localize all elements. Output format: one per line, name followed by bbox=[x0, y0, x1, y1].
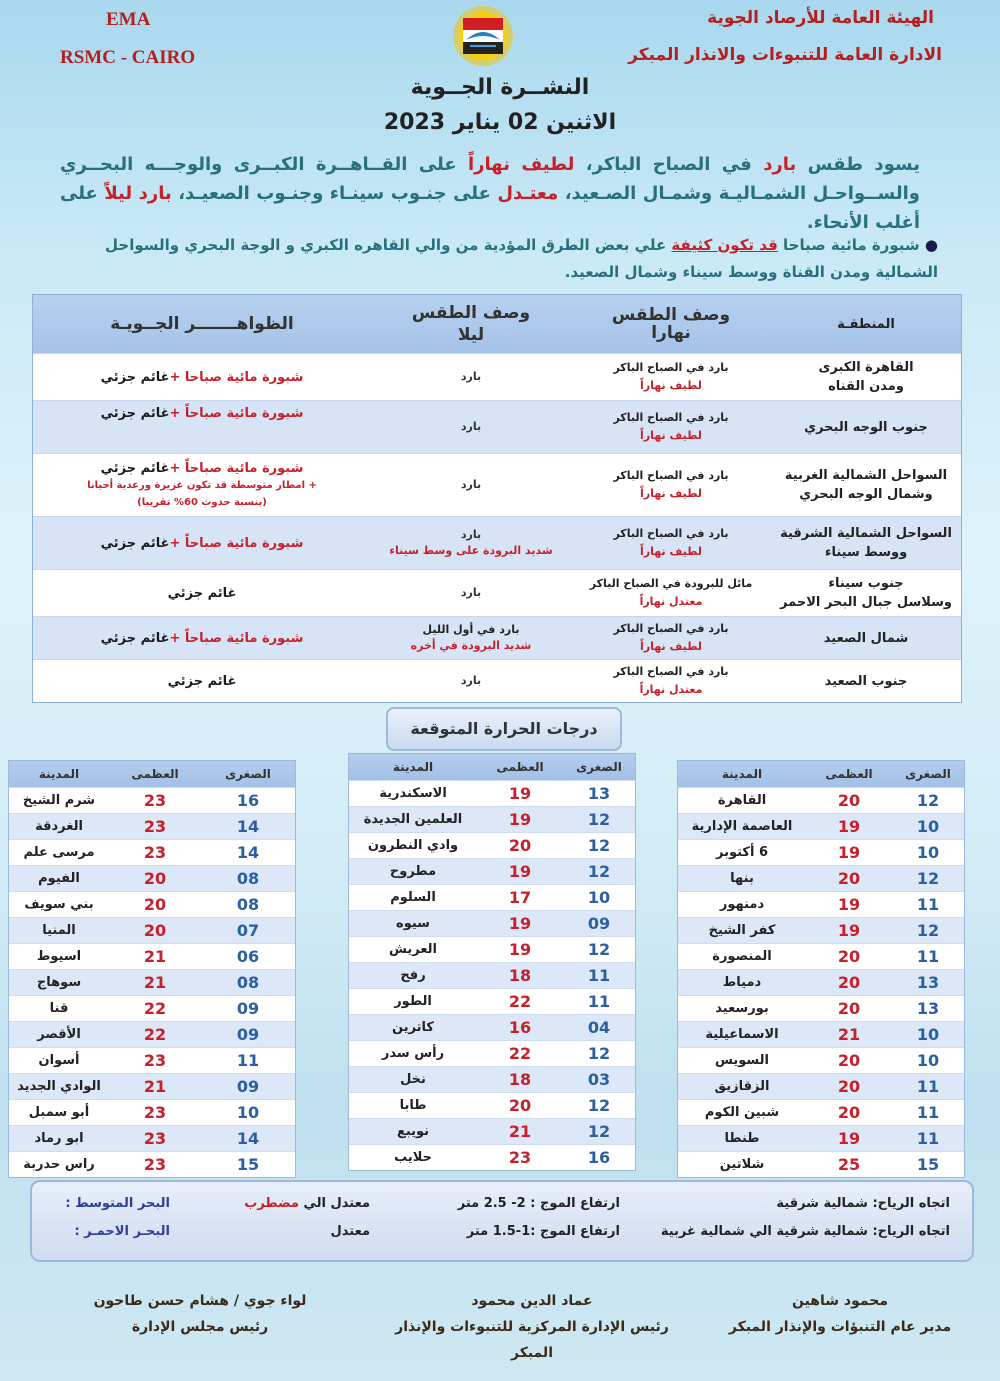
temp-max-cell: 22 bbox=[508, 992, 532, 1011]
temp-city-cell: الطور bbox=[394, 994, 432, 1009]
temperature-table-middle bbox=[348, 753, 636, 1171]
table-row bbox=[349, 988, 635, 1014]
table-row bbox=[349, 910, 635, 936]
temp-max-cell: 21 bbox=[143, 947, 167, 966]
table-row bbox=[349, 1014, 635, 1040]
table-row bbox=[349, 962, 635, 988]
temp-max-cell: 20 bbox=[508, 1096, 532, 1115]
table-row bbox=[349, 1144, 635, 1170]
header-dept: الادارة العامة للتنبوءات والانذار المبكر bbox=[628, 45, 942, 65]
temp-max-cell: 23 bbox=[143, 817, 167, 836]
temp-max-cell: 19 bbox=[508, 810, 532, 829]
table-row bbox=[9, 969, 295, 995]
temp-min-cell: 12 bbox=[587, 1044, 611, 1063]
temp-min-cell: 15 bbox=[916, 1155, 940, 1174]
temp-min-cell: 09 bbox=[587, 914, 611, 933]
temp-min-cell: 11 bbox=[916, 895, 940, 914]
temp-min-cell: 15 bbox=[236, 1155, 260, 1174]
temp-min-cell: 12 bbox=[587, 810, 611, 829]
temp-min-cell: 11 bbox=[236, 1051, 260, 1070]
temp-city-cell: قنا bbox=[49, 1001, 69, 1016]
temp-max-cell: 22 bbox=[508, 1044, 532, 1063]
temp-city-cell: المنصورة bbox=[712, 949, 772, 964]
table-row bbox=[349, 1118, 635, 1144]
temp-min-cell: 07 bbox=[236, 921, 260, 940]
temp-max-cell: 20 bbox=[143, 869, 167, 888]
temp-min-cell: 11 bbox=[587, 966, 611, 985]
table-row bbox=[349, 1066, 635, 1092]
header-ema: EMA bbox=[106, 9, 151, 30]
table-row bbox=[678, 995, 964, 1021]
temp-min-cell: 11 bbox=[587, 992, 611, 1011]
table-row bbox=[678, 891, 964, 917]
temp-max-cell: 20 bbox=[508, 836, 532, 855]
temp-city-cell: شلاتين bbox=[719, 1157, 765, 1172]
temp-min-cell: 10 bbox=[916, 843, 940, 862]
temp-min-cell: 09 bbox=[236, 1025, 260, 1044]
table-row bbox=[349, 858, 635, 884]
signature-forecast-director: محمود شاهين مدير عام التنبؤات والإنذار المبكر bbox=[728, 1293, 952, 1335]
temp-min-cell: 12 bbox=[587, 1122, 611, 1141]
table-row bbox=[349, 1092, 635, 1118]
temperature-title: درجات الحرارة المتوقعة bbox=[386, 707, 622, 751]
temp-max-cell: 23 bbox=[143, 843, 167, 862]
table-row: جنوب الوجه البحري بارد في الصباح الباكر لطيف نهاراً بارد شبورة مائية صباحاً +غائم جزئي bbox=[33, 401, 961, 454]
temp-min-cell: 11 bbox=[916, 1103, 940, 1122]
temp-city-cell: بورسعيد bbox=[715, 1001, 769, 1016]
table-row bbox=[678, 969, 964, 995]
temp-city-cell: دمنهور bbox=[719, 897, 765, 912]
temp-max-cell: 21 bbox=[143, 1077, 167, 1096]
temp-max-cell: 19 bbox=[837, 921, 861, 940]
temp-min-cell: 12 bbox=[916, 869, 940, 888]
temp-city-cell: أسوان bbox=[38, 1053, 80, 1068]
temp-city-cell: القاهرة bbox=[717, 793, 767, 808]
table-row bbox=[9, 865, 295, 891]
header-phenomena: الظواهـــــــر الجــويـة bbox=[110, 313, 294, 334]
temperature-table-header bbox=[678, 761, 964, 787]
table-row bbox=[349, 806, 635, 832]
temp-max-cell: 21 bbox=[837, 1025, 861, 1044]
temp-max-cell: 20 bbox=[143, 895, 167, 914]
table-row bbox=[349, 936, 635, 962]
temp-max-cell: 23 bbox=[508, 1148, 532, 1167]
column-header: المدينة bbox=[38, 767, 80, 781]
temp-min-cell: 16 bbox=[236, 791, 260, 810]
temp-city-cell: ابو رماد bbox=[34, 1131, 84, 1146]
table-row: جنوب الصعيد بارد في الصباح الباكر معتدل نهاراً بارد غائم جزئي bbox=[33, 660, 961, 702]
table-row bbox=[9, 1021, 295, 1047]
temp-min-cell: 10 bbox=[916, 1051, 940, 1070]
sea-state-box bbox=[30, 1180, 974, 1262]
temp-city-cell: سيوه bbox=[396, 916, 430, 931]
weather-table-header bbox=[33, 295, 961, 354]
sea-row-red-sea: البحـر الاحمـر : معتدل ارتفاع الموج :1-1.5 متر اتجاه الرياح: شمالية شرقية الي شمالية غربية bbox=[74, 1224, 950, 1239]
temp-city-cell: بني سويف bbox=[24, 897, 94, 912]
temp-city-cell: مرسى علم bbox=[23, 845, 95, 860]
temp-city-cell: الفيوم bbox=[38, 871, 80, 886]
temp-city-cell: الاسماعيلية bbox=[705, 1027, 779, 1042]
temp-city-cell: مطروح bbox=[389, 864, 437, 879]
table-row: السواحل الشمالية الغربية وشمال الوجه البحري بارد في الصباح الباكر لطيف نهاراً بارد شبورة مائية صباحاً +غائم جزئي + امطار متوسطة قد تكون غزيرة ورعدية أحيانا (بنسبة حدوث 60% تقريبا) bbox=[33, 454, 961, 517]
temp-min-cell: 12 bbox=[587, 862, 611, 881]
temp-max-cell: 19 bbox=[508, 914, 532, 933]
table-row bbox=[9, 787, 295, 813]
temp-city-cell: الغردقة bbox=[35, 819, 83, 834]
temp-city-cell: السلوم bbox=[390, 890, 436, 905]
temp-max-cell: 20 bbox=[837, 1077, 861, 1096]
temp-city-cell: رفح bbox=[400, 968, 426, 983]
signature-central-director: عماد الدين محمود رئيس الإدارة المركزية للتنبوءات والإنذار المبكر bbox=[395, 1293, 669, 1361]
temp-min-cell: 03 bbox=[587, 1070, 611, 1089]
temp-city-cell: كاترين bbox=[392, 1020, 434, 1035]
table-row bbox=[9, 1099, 295, 1125]
temp-city-cell: الزقازيق bbox=[714, 1079, 770, 1094]
table-row bbox=[678, 839, 964, 865]
table-row bbox=[678, 865, 964, 891]
temp-min-cell: 08 bbox=[236, 973, 260, 992]
temperature-table-right bbox=[677, 760, 965, 1178]
table-row bbox=[678, 1099, 964, 1125]
bulletin-title: النشــرة الجــوية bbox=[410, 75, 590, 100]
temp-min-cell: 14 bbox=[236, 817, 260, 836]
temp-max-cell: 17 bbox=[508, 888, 532, 907]
table-row bbox=[9, 917, 295, 943]
table-row bbox=[678, 813, 964, 839]
ema-logo-icon bbox=[446, 2, 520, 70]
temp-city-cell: السويس bbox=[715, 1053, 769, 1068]
temp-city-cell: العاصمة الإدارية bbox=[691, 819, 793, 834]
temp-city-cell: الأقصر bbox=[37, 1027, 81, 1042]
temp-max-cell: 23 bbox=[143, 1103, 167, 1122]
table-row bbox=[678, 787, 964, 813]
column-header: الصغرى bbox=[576, 760, 622, 774]
temp-min-cell: 04 bbox=[587, 1018, 611, 1037]
temp-max-cell: 25 bbox=[837, 1155, 861, 1174]
temp-min-cell: 12 bbox=[916, 921, 940, 940]
temp-max-cell: 19 bbox=[508, 862, 532, 881]
temp-min-cell: 08 bbox=[236, 895, 260, 914]
column-header: العظمى bbox=[496, 760, 544, 774]
temp-city-cell: اسيوط bbox=[36, 949, 82, 964]
temp-city-cell: نخل bbox=[400, 1072, 426, 1087]
temp-max-cell: 20 bbox=[837, 791, 861, 810]
temp-city-cell: طنطا bbox=[724, 1131, 760, 1146]
temp-city-cell: الاسكندرية bbox=[379, 786, 447, 801]
table-row bbox=[678, 1073, 964, 1099]
temp-city-cell: دمياط bbox=[722, 975, 762, 990]
temp-min-cell: 13 bbox=[916, 999, 940, 1018]
temp-max-cell: 19 bbox=[508, 940, 532, 959]
sea-row-mediterranean: البحر المتوسط : معتدل الي مضطرب ارتفاع الموج : 2- 2.5 متر اتجاه الرياح: شمالية شرقية bbox=[65, 1196, 950, 1211]
temp-city-cell: نويبع bbox=[396, 1124, 430, 1139]
table-row bbox=[9, 943, 295, 969]
temp-city-cell: العريش bbox=[388, 942, 438, 957]
table-row bbox=[678, 943, 964, 969]
temperature-table-header bbox=[349, 754, 635, 780]
temp-max-cell: 20 bbox=[143, 921, 167, 940]
temp-city-cell: طابا bbox=[399, 1098, 427, 1113]
temp-max-cell: 22 bbox=[143, 1025, 167, 1044]
temp-min-cell: 09 bbox=[236, 999, 260, 1018]
temp-city-cell: المنيا bbox=[42, 923, 76, 938]
bulletin-date: الاثنين 02 يناير 2023 bbox=[383, 110, 617, 135]
temp-min-cell: 11 bbox=[916, 1129, 940, 1148]
header-region: المنطقـة bbox=[837, 316, 895, 332]
table-row bbox=[9, 1047, 295, 1073]
temp-city-cell: بنها bbox=[730, 871, 754, 886]
temp-city-cell: شرم الشيخ bbox=[22, 793, 96, 808]
temp-city-cell: 6 أكتوبر bbox=[716, 845, 769, 860]
temp-min-cell: 10 bbox=[236, 1103, 260, 1122]
temp-max-cell: 18 bbox=[508, 966, 532, 985]
temp-min-cell: 10 bbox=[916, 1025, 940, 1044]
table-row bbox=[678, 917, 964, 943]
signature-chairman: لواء جوي / هشام حسن طاحون رئيس مجلس الإدارة bbox=[93, 1293, 307, 1335]
temp-max-cell: 19 bbox=[508, 784, 532, 803]
temp-max-cell: 19 bbox=[837, 817, 861, 836]
column-header: المدينة bbox=[392, 760, 434, 774]
table-row bbox=[678, 1125, 964, 1151]
temp-min-cell: 11 bbox=[916, 1077, 940, 1096]
table-row bbox=[9, 839, 295, 865]
temp-max-cell: 22 bbox=[143, 999, 167, 1018]
table-row bbox=[678, 1021, 964, 1047]
temp-max-cell: 18 bbox=[508, 1070, 532, 1089]
temp-max-cell: 20 bbox=[837, 869, 861, 888]
table-row bbox=[678, 1151, 964, 1177]
table-row bbox=[9, 1151, 295, 1177]
weather-table bbox=[32, 294, 962, 703]
temp-max-cell: 23 bbox=[143, 1155, 167, 1174]
temp-min-cell: 09 bbox=[236, 1077, 260, 1096]
table-row bbox=[9, 891, 295, 917]
temp-city-cell: أبو سمبل bbox=[28, 1105, 90, 1120]
table-row: القاهرة الكبرى ومدن القناه بارد في الصباح الباكر لطيف نهاراً بارد شبورة مائية صباحا +غائم جزئي bbox=[33, 354, 961, 401]
temp-max-cell: 23 bbox=[143, 1051, 167, 1070]
table-row: شمال الصعيد بارد في الصباح الباكر لطيف نهاراً بارد في أول الليل شديد البرودة في أخره شبورة مائية صباحاً +غائم جزئي bbox=[33, 617, 961, 660]
column-header: المدينة bbox=[721, 767, 763, 781]
temp-max-cell: 21 bbox=[508, 1122, 532, 1141]
temp-max-cell: 23 bbox=[143, 791, 167, 810]
temp-max-cell: 20 bbox=[837, 1051, 861, 1070]
temp-city-cell: كفر الشيخ bbox=[708, 923, 776, 938]
temp-min-cell: 06 bbox=[236, 947, 260, 966]
temp-city-cell: الوادي الجديد bbox=[17, 1079, 101, 1094]
temp-min-cell: 10 bbox=[916, 817, 940, 836]
temp-city-cell: راس حدربة bbox=[23, 1157, 95, 1172]
column-header: العظمى bbox=[131, 767, 179, 781]
temperature-table-header bbox=[9, 761, 295, 787]
header-day: وصف الطقس نهارا bbox=[611, 305, 731, 343]
temp-min-cell: 14 bbox=[236, 1129, 260, 1148]
temp-min-cell: 10 bbox=[587, 888, 611, 907]
temp-min-cell: 11 bbox=[916, 947, 940, 966]
temp-max-cell: 19 bbox=[837, 1129, 861, 1148]
header-rsmc: RSMC - CAIRO bbox=[60, 47, 196, 68]
temp-min-cell: 14 bbox=[236, 843, 260, 862]
column-header: الصغرى bbox=[225, 767, 271, 781]
temp-min-cell: 08 bbox=[236, 869, 260, 888]
table-row bbox=[678, 1047, 964, 1073]
column-header: العظمى bbox=[825, 767, 873, 781]
table-row bbox=[349, 1040, 635, 1066]
temp-min-cell: 16 bbox=[587, 1148, 611, 1167]
temp-city-cell: وادي النطرون bbox=[367, 838, 459, 853]
table-row bbox=[9, 813, 295, 839]
temp-max-cell: 16 bbox=[508, 1018, 532, 1037]
header-org: الهيئة العامة للأرصاد الجوية bbox=[707, 8, 934, 28]
table-row bbox=[349, 780, 635, 806]
temp-min-cell: 13 bbox=[916, 973, 940, 992]
header-night: وصف الطقس ليلا bbox=[411, 303, 531, 345]
temp-max-cell: 20 bbox=[837, 999, 861, 1018]
temp-max-cell: 20 bbox=[837, 973, 861, 992]
temp-max-cell: 23 bbox=[143, 1129, 167, 1148]
table-row: جنوب سيناء وسلاسل جبال البحر الاحمر مائل للبرودة في الصباح الباكر معتدل نهاراً بارد غائم جزئي bbox=[33, 570, 961, 617]
temp-city-cell: رأس سدر bbox=[381, 1046, 445, 1061]
temp-city-cell: سوهاج bbox=[36, 975, 82, 990]
temp-min-cell: 13 bbox=[587, 784, 611, 803]
temp-max-cell: 20 bbox=[837, 1103, 861, 1122]
temp-min-cell: 12 bbox=[587, 836, 611, 855]
summary-paragraph: يسود طقس بارد في الصباح الباكر، لطيف نهاراً على القــاهــرة الكبــرى والوجـــه البحــري والســواحـل الشمـاليـة وشمـال الصـعيد، معتـدل على جنـوب سينـاء وجنـوب الصعيـد، بارد ليلاً على أغلب الأنحاء. bbox=[60, 154, 921, 233]
table-row bbox=[349, 884, 635, 910]
temp-city-cell: العلمين الجديدة bbox=[363, 812, 463, 827]
temp-max-cell: 20 bbox=[837, 947, 861, 966]
temp-max-cell: 19 bbox=[837, 843, 861, 862]
temp-min-cell: 12 bbox=[587, 1096, 611, 1115]
temp-max-cell: 21 bbox=[143, 973, 167, 992]
temp-min-cell: 12 bbox=[916, 791, 940, 810]
table-row bbox=[9, 1125, 295, 1151]
temp-max-cell: 19 bbox=[837, 895, 861, 914]
column-header: الصغرى bbox=[905, 767, 951, 781]
temp-city-cell: شبين الكوم bbox=[704, 1105, 780, 1120]
fog-bullet: ● شبورة مائية صباحا قد تكون كثيفة علي بعض الطرق المؤدية من والي القاهره الكبري و الوجة البحري والسواحل الشمالية ومدن القناة ووسط سيناء وشمال الصعيد. bbox=[105, 236, 938, 281]
temperature-table-left bbox=[8, 760, 296, 1178]
table-row bbox=[9, 1073, 295, 1099]
table-row bbox=[349, 832, 635, 858]
temp-city-cell: حلايب bbox=[394, 1150, 432, 1165]
temp-min-cell: 12 bbox=[587, 940, 611, 959]
table-row bbox=[9, 995, 295, 1021]
table-row: السواحل الشمالية الشرقية ووسط سيناء بارد في الصباح الباكر لطيف نهاراً بارد شديد البرودة على وسط سيناء شبورة مائية صباحاً +غائم جزئي bbox=[33, 517, 961, 570]
